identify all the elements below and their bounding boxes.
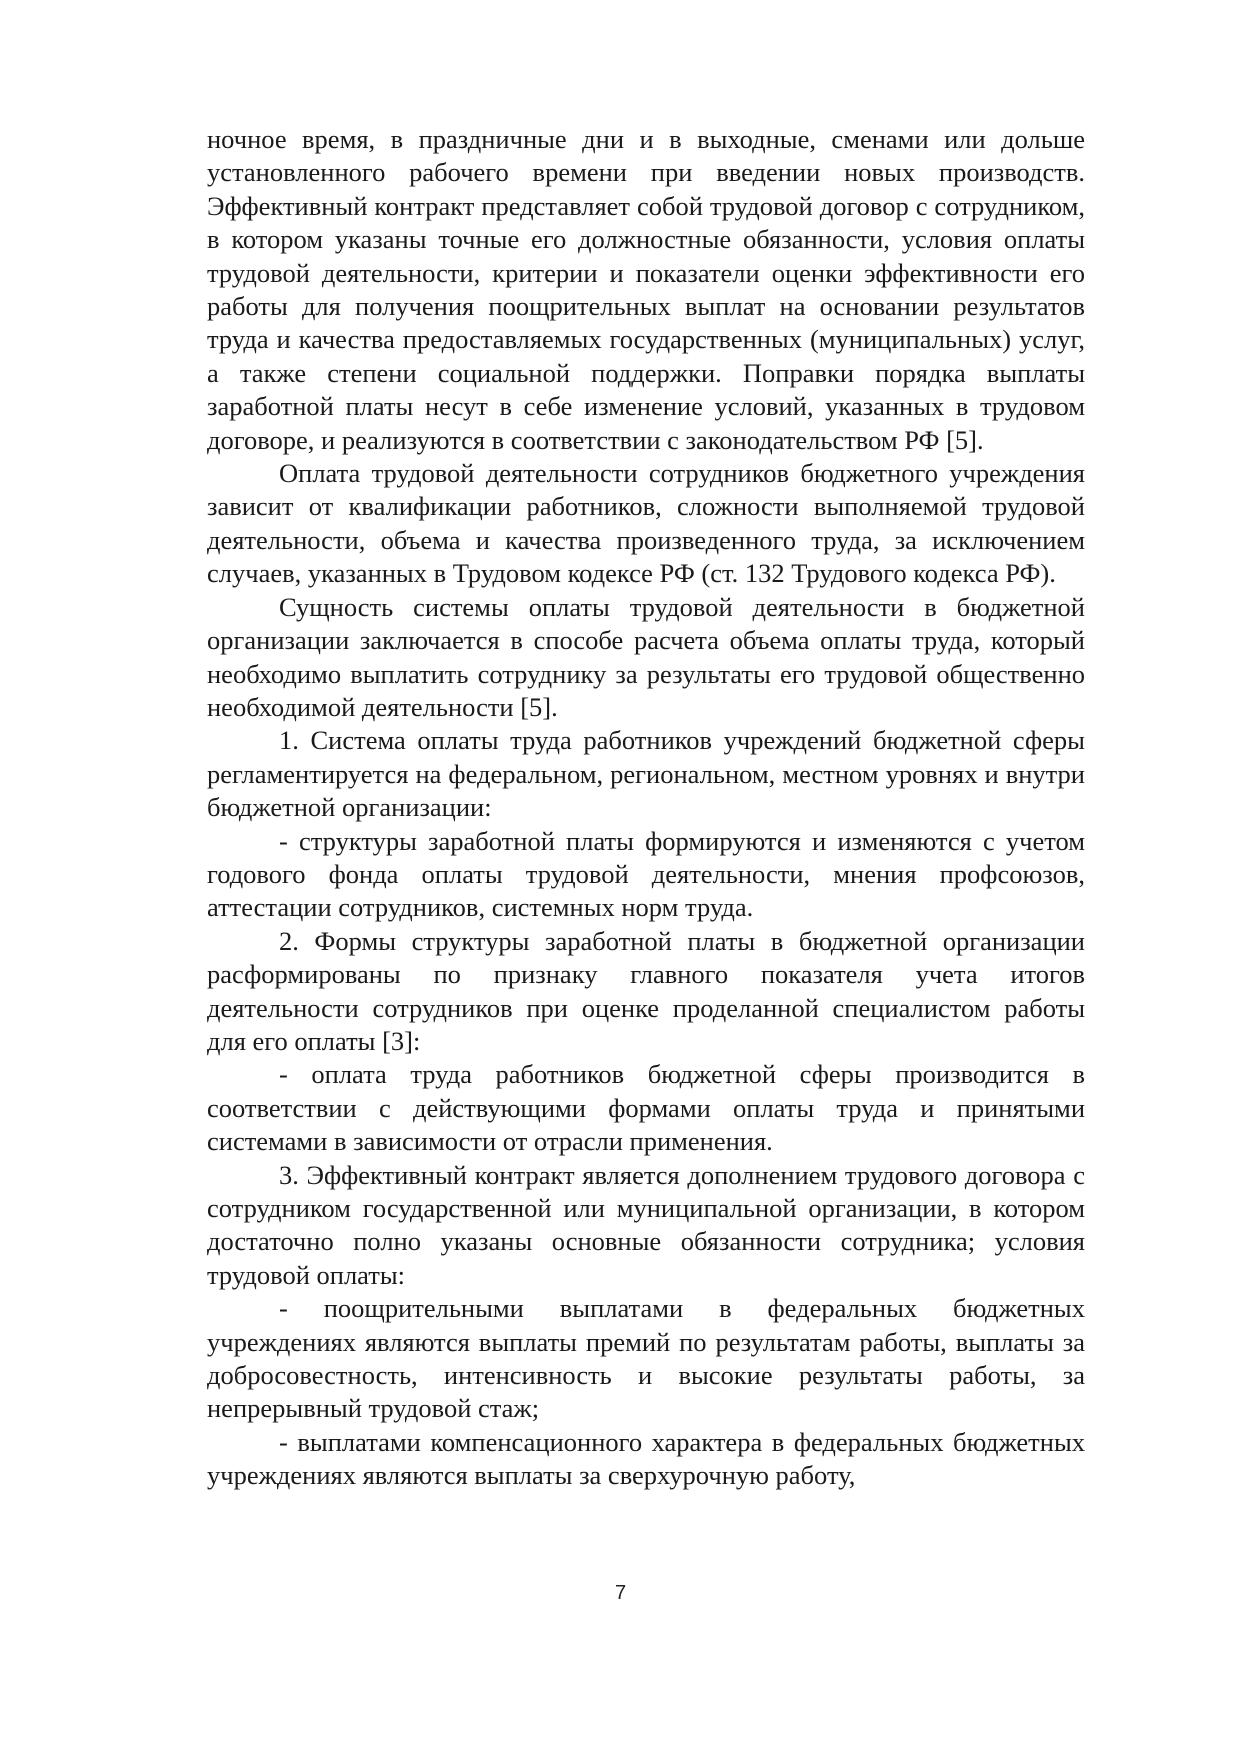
- list-item-3: 3. Эффективный контракт является дополнением трудового договора с сотрудником государственной или муниципальной организации, в котором достаточно полно указаны основные обязанности сотрудника; условия трудовой оплаты:: [207, 1159, 1085, 1290]
- paragraph-payment-system-essence: Сущность системы оплаты трудовой деятельности в бюджетной организации заключается в способе расчета объема оплаты труда, который необходимо выплатить сотруднику за результаты его трудовой общественно необходимой деятельности [5].: [207, 591, 1085, 722]
- body-text: [207, 123, 1085, 1493]
- paragraph-continuation: ночное время, в праздничные дни и в выходные, сменами или дольше установленного рабочего времени при введении новых производств. Эффективный контракт представляет собой трудовой договор с сотрудником, в котором указаны точные его должностные обязанности, условия оплаты трудовой деятельности, критерии и показатели оценки эффективности его работы для получения поощрительных выплат на основании результатов труда и качества предоставляемых государственных (муниципальных) услуг, а также степени социальной поддержки. Поправки порядка выплаты заработной платы несут в себе изменение условий, указанных в трудовом договоре, и реализуются в соответствии с законодательством РФ [5].: [207, 124, 1085, 455]
- list-subitem-compensation-payments: - выплатами компенсационного характера в федеральных бюджетных учреждениях являются выплаты за сверхурочную работу,: [207, 1426, 1085, 1491]
- list-subitem-payment-forms: - оплата труда работников бюджетной сферы производится в соответствии с действующими формами оплаты труда и принятыми системами в зависимости от отрасли применения.: [207, 1059, 1085, 1157]
- page-number: 7: [614, 1582, 627, 1604]
- list-item-1: 1. Система оплаты труда работников учреждений бюджетной сферы регламентируется на федеральном, региональном, местном уровнях и внутри бюджетной организации:: [207, 725, 1085, 823]
- list-item-2: 2. Формы структуры заработной платы в бюджетной организации расформированы по признаку главного показателя учета итогов деятельности сотрудников при оценке проделанной специалистом работы для его оплаты [3]:: [207, 925, 1085, 1056]
- list-subitem-salary-structures: - структуры заработной платы формируются и изменяются с учетом годового фонда оплаты трудовой деятельности, мнения профсоюзов, аттестации сотрудников, системных норм труда.: [207, 825, 1085, 923]
- list-subitem-incentive-payments: - поощрительными выплатами в федеральных бюджетных учреждениях являются выплаты премий по результатам работы, выплаты за добросовестность, интенсивность и высокие результаты работы, за непрерывный трудовой стаж;: [207, 1293, 1085, 1424]
- paragraph-labor-payment: Оплата трудовой деятельности сотрудников бюджетного учреждения зависит от квалификации работников, сложности выполняемой трудовой деятельности, объема и качества произведенного труда, за исключением случаев, указанных в Трудовом кодексе РФ (ст. 132 Трудового кодекса РФ).: [207, 458, 1085, 589]
